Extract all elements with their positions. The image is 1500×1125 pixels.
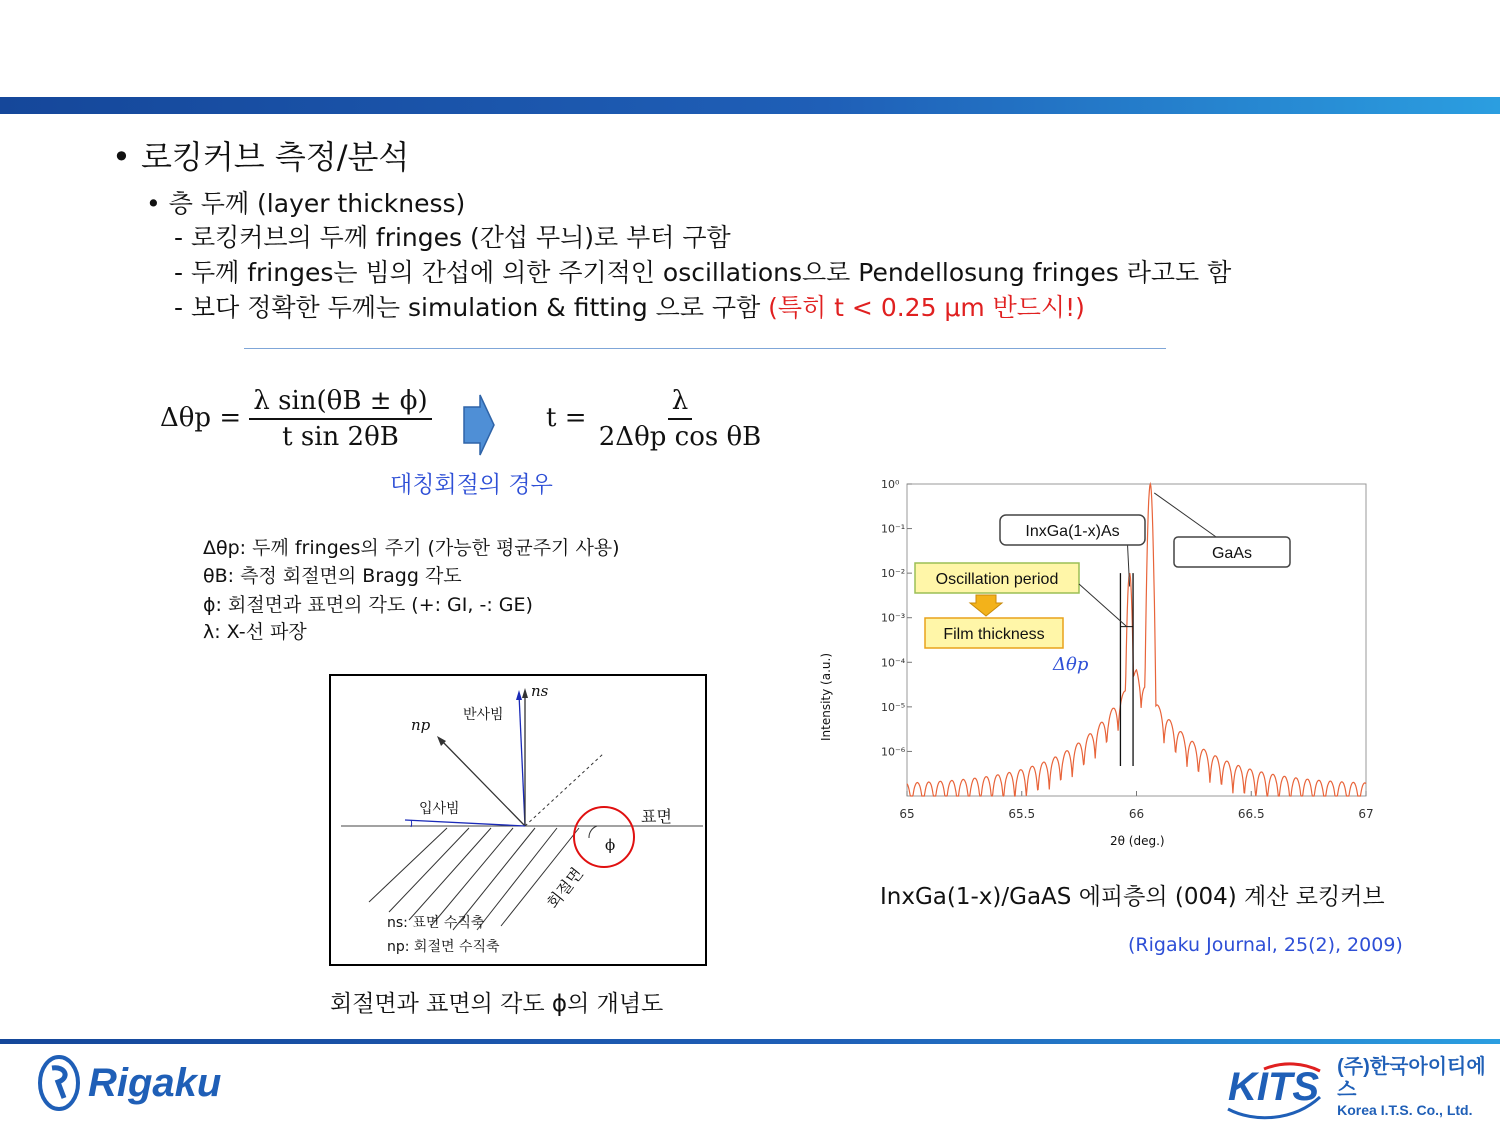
equation-period xyxy=(160,386,432,452)
x-tick-label: 65.5 xyxy=(1008,807,1036,821)
legend-ns: ns: 표면 수직축 xyxy=(387,915,485,931)
eq2-denominator: 2Δθp cos θB xyxy=(598,422,762,452)
sub-bullet: • 층 두께 (layer thickness) xyxy=(146,189,466,218)
arrow-icon xyxy=(462,393,496,457)
gaas-callout-text: GaAs xyxy=(1211,545,1253,562)
rigaku-emblem-icon xyxy=(36,1054,82,1112)
y-axis-label: Intensity (a.u.) xyxy=(819,653,833,741)
definition-1: Δθp: 두께 fringes의 주기 (가능한 평균주기 사용) xyxy=(203,537,620,559)
x-tick-label: 65 xyxy=(899,807,915,821)
np-label: np xyxy=(411,716,431,734)
kits-company xyxy=(1337,1056,1500,1118)
y-tick-label: 10⁻⁵ xyxy=(881,700,906,714)
phi-highlight-circle xyxy=(574,807,634,867)
rigaku-logo xyxy=(36,1054,221,1112)
reflected-beam-label: 반사빔 xyxy=(463,707,504,723)
kits-company-en: Korea I.T.S. Co., Ltd. xyxy=(1337,1102,1473,1118)
header-bar xyxy=(0,97,1500,114)
y-tick-label: 10⁻³ xyxy=(881,611,906,625)
x-tick-label: 66.5 xyxy=(1237,807,1265,821)
y-tick-label: 10⁻⁶ xyxy=(881,745,906,759)
ns-label: ns xyxy=(531,682,549,700)
x-tick-label: 67 xyxy=(1358,807,1374,821)
legend-np: np: 회절면 수직축 xyxy=(387,939,500,955)
dash-line-2: - 두께 fringes는 빔의 간섭에 의한 주기적인 oscillations으로 Pendellosung fringes 라고도 함 xyxy=(174,258,1232,287)
eq1-lhs: Δθp = xyxy=(160,403,242,433)
dash-line-3 xyxy=(174,288,1085,324)
eq2-lhs: t = xyxy=(546,403,587,433)
eq1-numerator: λ sin(θB ± ϕ) xyxy=(249,386,431,420)
diagram-caption: 회절면과 표면의 각도 ϕ의 개념도 xyxy=(330,991,664,1017)
delta-theta-label: Δθp xyxy=(1053,654,1089,675)
eq2-numerator: λ xyxy=(668,386,692,420)
kits-logo-text: KITS xyxy=(1228,1064,1320,1109)
eq1-denominator: t sin 2θB xyxy=(282,422,399,452)
dash-line-3-text: - 보다 정확한 두께는 simulation & fitting 으로 구함 xyxy=(174,293,769,322)
equation-thickness xyxy=(546,386,765,452)
eq2-fraction xyxy=(595,386,765,452)
definition-2: θB: 측정 회절면의 Bragg 각도 xyxy=(203,565,462,587)
plane-label: 회절면 xyxy=(543,863,587,913)
eq1-fraction xyxy=(249,386,431,452)
definition-4: λ: X-선 파장 xyxy=(203,621,307,643)
dash-line-3-emphasis: (특히 t < 0.25 μm 반드시!) xyxy=(768,293,1085,322)
sub-bullet-text: 층 두께 (layer thickness) xyxy=(168,189,466,218)
x-tick-label: 66 xyxy=(1128,807,1145,821)
incident-beam-label: 입사빔 xyxy=(419,801,460,817)
y-tick-label: 10⁰ xyxy=(881,478,900,491)
rocking-curve-chart xyxy=(819,470,1390,860)
main-bullet-text: 로킹커브 측정/분석 xyxy=(141,138,410,176)
definition-3: ϕ: 회절면과 표면의 각도 (+: GI, -: GE) xyxy=(203,594,533,616)
surface-label: 표면 xyxy=(641,807,672,826)
rigaku-logo-text: Rigaku xyxy=(88,1060,222,1105)
x-axis-label: 2θ (deg.) xyxy=(1110,834,1165,848)
footer-bar xyxy=(0,1039,1500,1044)
symmetric-note: 대칭회절의 경우 xyxy=(390,472,553,498)
y-tick-label: 10⁻⁴ xyxy=(881,656,906,670)
y-tick-label: 10⁻¹ xyxy=(881,522,906,536)
divider xyxy=(244,348,1166,349)
phi-label: ϕ xyxy=(605,836,616,854)
layer-callout-text: InxGa(1-x)As xyxy=(1025,523,1120,540)
chart-caption: InxGa(1-x)/GaAS 에피층의 (004) 계산 로킹커브 xyxy=(880,884,1385,910)
thickness-callout-text: Film thickness xyxy=(943,626,1045,643)
kits-logo xyxy=(1228,1056,1500,1118)
dash-line-1: - 로킹커브의 두께 fringes (간섭 무늬)로 부터 구함 xyxy=(174,223,731,252)
y-tick-label: 10⁻² xyxy=(881,567,906,581)
reference: (Rigaku Journal, 25(2), 2009) xyxy=(1128,934,1403,956)
angle-diagram xyxy=(329,674,707,966)
oscillation-callout-text: Oscillation period xyxy=(935,571,1059,588)
kits-company-kr: (주)한국아이티에스 xyxy=(1337,1056,1486,1101)
rocking-curve-svg xyxy=(830,470,1390,860)
main-bullet: • 로킹커브 측정/분석 xyxy=(112,138,410,176)
